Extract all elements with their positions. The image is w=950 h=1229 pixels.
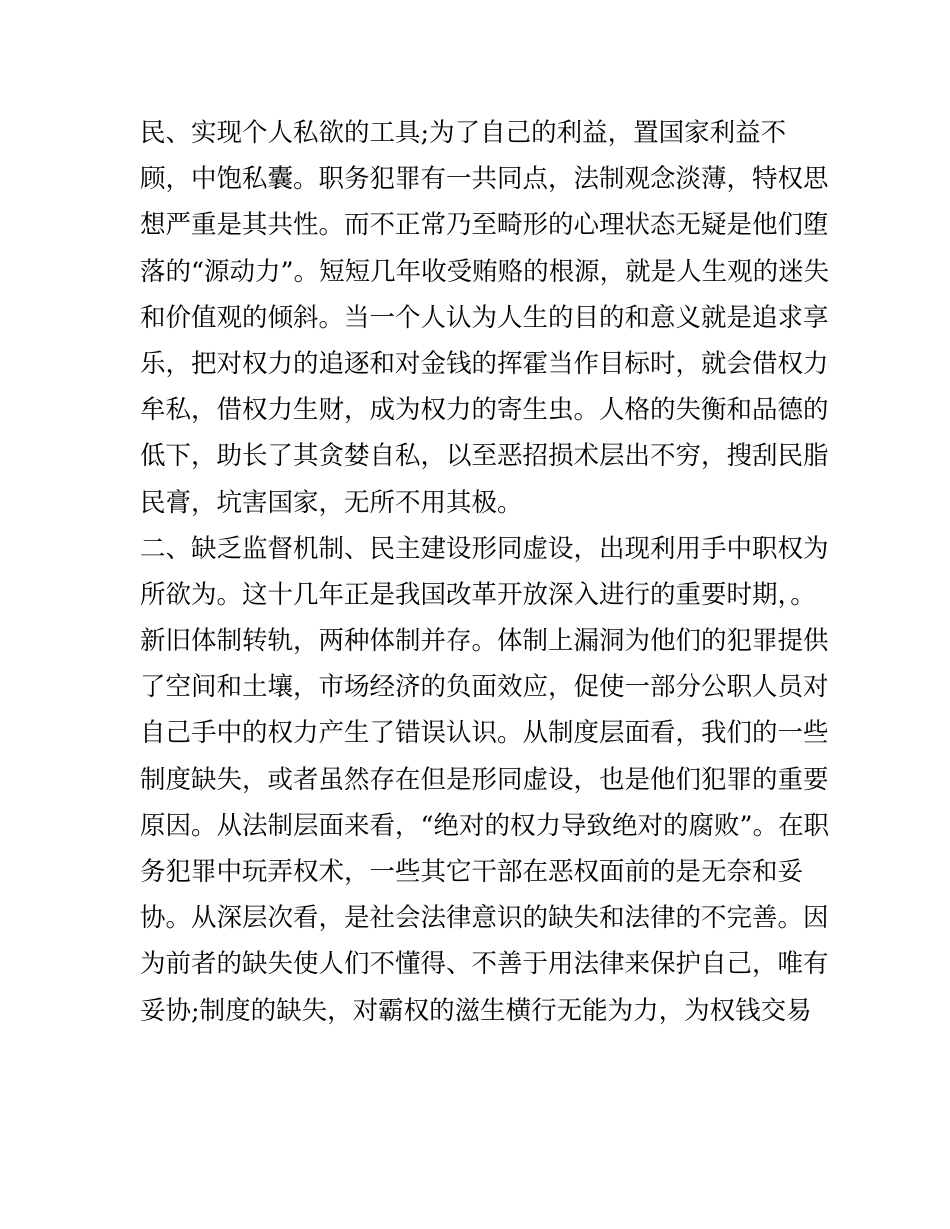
text-line: 和价值观的倾斜。当一个人认为人生的目的和意义就是追求享	[140, 302, 829, 333]
text-line: 妥协;制度的缺失，对霸权的滋生横行无能为力，为权钱交易	[140, 995, 812, 1026]
text-line: 了空间和土壤，市场经济的负面效应，促使一部分公职人员对	[140, 672, 829, 703]
text-line: 想严重是其共性。而不正常乃至畸形的心理状态无疑是他们堕	[140, 210, 829, 241]
text-line: 乐，把对权力的追逐和对金钱的挥霍当作目标时，就会借权力	[140, 348, 829, 379]
text-line: 新旧体制转轨，两种体制并存。体制上漏洞为他们的犯罪提供	[140, 626, 829, 657]
text-line: 民、实现个人私欲的工具;为了自己的利益，置国家利益不	[140, 118, 787, 148]
text-line: 自己手中的权力产生了错误认识。从制度层面看，我们的一些	[140, 718, 829, 749]
text-line: 顾，中饱私囊。职务犯罪有一共同点，法制观念淡薄，特权思	[140, 164, 829, 195]
text-line: 协。从深层次看，是社会法律意识的缺失和法律的不完善。因	[140, 903, 829, 934]
text-line: 为前者的缺失使人们不懂得、不善于用法律来保护自己，唯有	[140, 949, 829, 980]
text-line: 制度缺失，或者虽然存在但是形同虚设，也是他们犯罪的重要	[140, 764, 829, 795]
text-line: 务犯罪中玩弄权术，一些其它干部在恶权面前的是无奈和妥	[140, 857, 804, 887]
text-line: 牟私，借权力生财，成为权力的寄生虫。人格的失衡和品德的	[140, 395, 829, 426]
text-line: 民膏，坑害国家，无所不用其极。	[140, 487, 523, 518]
text-line: 原因。从法制层面来看，“绝对的权力导致绝对的腐败”。在职	[140, 810, 830, 841]
body-text	[140, 110, 830, 1034]
text-line: 所欲为。这十几年正是我国改革开放深入进行的重要时期，。	[140, 579, 816, 610]
text-line: 落的“源动力”。短短几年收受贿赂的根源，就是人生观的迷失	[140, 256, 830, 287]
text-line: 低下，助长了其贪婪自私，以至恶招损术层出不穷，搜刮民脂	[140, 441, 829, 472]
text-line: 二、缺乏监督机制、民主建设形同虚设，出现利用手中职权为	[140, 533, 829, 564]
